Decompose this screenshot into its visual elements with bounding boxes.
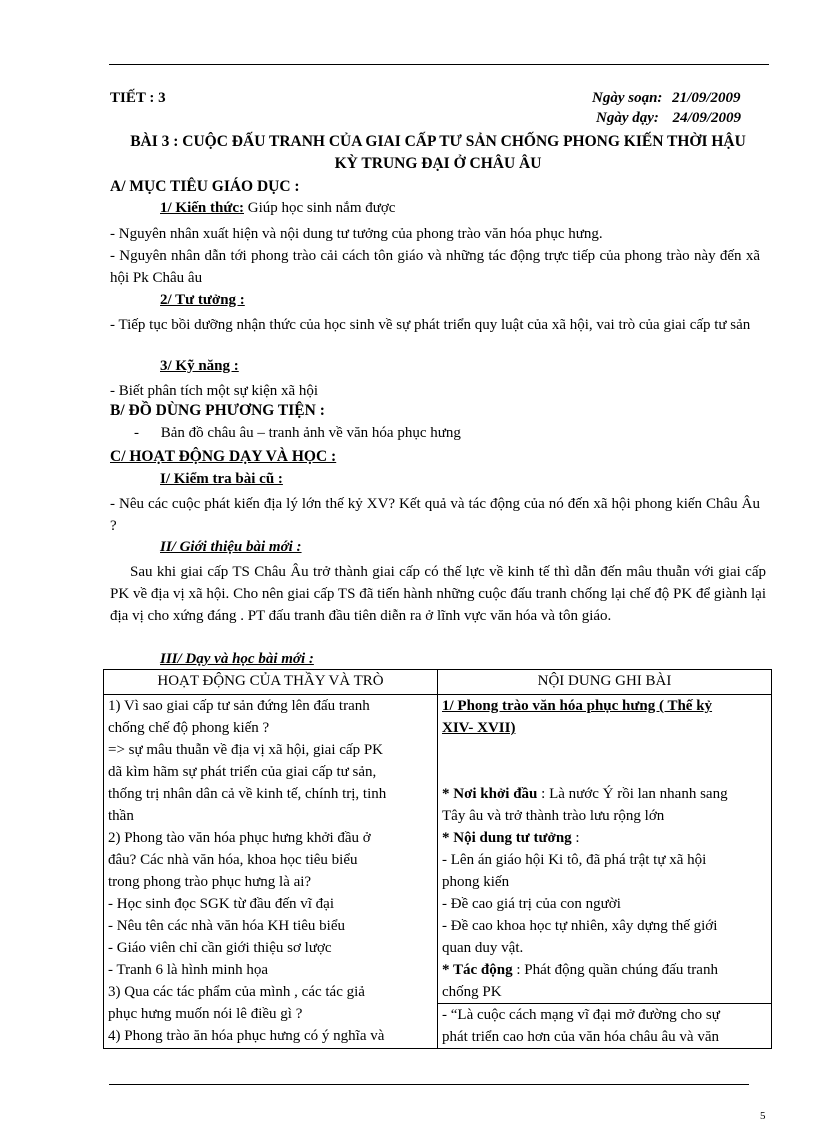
effect-line — [442, 959, 767, 981]
content-item: phong kiến — [442, 874, 510, 890]
origin-line-2: Tây âu và trở thành trào lưu rộng lớn — [442, 808, 665, 824]
left-line: - Học sinh đọc SGK từ đầu đến vĩ đại — [108, 896, 335, 912]
left-line: 1) Vì sao giai cấp tư sản đứng lên đấu tranh — [108, 698, 370, 714]
teach-date-value: 24/09/2009 — [672, 110, 741, 126]
left-line: đâu? Các nhà văn hóa, khoa học tiêu biểu — [108, 852, 358, 868]
footer-rule — [109, 1084, 749, 1085]
prep-date-label: Ngày soạn: — [592, 90, 663, 106]
prep-date-value: 21/09/2009 — [672, 90, 741, 106]
skills-item: - Biết phân tích một sự kiện xã hội — [110, 383, 319, 399]
bullet-dash: - — [134, 425, 139, 441]
right-section-title: 1/ Phong trào văn hóa phục hưng ( Thế kỷ — [442, 698, 713, 714]
header-rule — [109, 64, 769, 65]
intro-label: II/ Giới thiệu bài mới : — [160, 539, 302, 555]
new-lesson-label: III/ Dạy và học bài mới : — [160, 651, 314, 667]
section-a-heading: A/ MỤC TIÊU GIÁO DỤC : — [110, 178, 300, 195]
quote-line-2: phát triển cao hơn của văn hóa châu âu và văn — [442, 1029, 719, 1045]
left-line: 2) Phong tào văn hóa phục hưng khởi đầu ở — [108, 830, 371, 846]
left-line: 3) Qua các tác phẩm của mình , các tác giả — [108, 984, 365, 1000]
left-line: trong phong trào phục hưng là ai? — [108, 874, 312, 890]
knowledge-label: 1/ Kiến thức: — [160, 200, 244, 216]
knowledge-intro: Giúp học sinh nắm được — [244, 200, 396, 216]
left-line: chống chế độ phong kiến ? — [108, 720, 270, 736]
knowledge-item-1: - Nguyên nhân xuất hiện và nội dung tư tưởng của phong trào văn hóa phục hưng. — [110, 226, 603, 242]
content-colon: : — [571, 830, 580, 846]
left-line: - Giáo viên chỉ cần giới thiệu sơ lược — [108, 940, 332, 956]
intro-text: Sau khi giai cấp TS Châu Âu trở thành giai cấp có thế lực về kinh tế thì dẫn đến mâu thuẫn với giai cấp PK về địa vị xã hội. Cho nên giai cấp TS đã tiến hành những cuộc đấu tranh chống lại chế độ PK để giành lại địa vị cho xứng đáng . PT đấu tranh đầu tiên diễn ra ở lĩnh vực văn hóa và tôn giáo. — [110, 564, 766, 624]
right-cell — [438, 695, 772, 1049]
origin-line — [442, 783, 767, 805]
knowledge-row — [160, 200, 395, 217]
content-item: - Đề cao khoa học tự nhiên, xây dựng thế giới — [442, 918, 718, 934]
content-label: * Nội dung tư tưởng — [442, 830, 572, 846]
section-c-heading: C/ HOẠT ĐỘNG DẠY VÀ HỌC : — [110, 448, 337, 465]
left-line: phục hưng muốn nói lê điều gì ? — [108, 1006, 303, 1022]
spacer — [442, 739, 767, 783]
content-item: - Lên án giáo hội Ki tô, đã phá trật tự xã hội — [442, 852, 707, 868]
page-number: 5 — [760, 1110, 766, 1122]
left-line: => sự mâu thuẫn về địa vị xã hội, giai cấp PK — [108, 742, 383, 758]
lesson-title-line2: KỲ TRUNG ĐẠI Ở CHÂU ÂU — [334, 155, 542, 172]
table-row — [104, 695, 772, 1049]
right-section-title-2: XIV- XVII) — [442, 720, 516, 736]
teach-date-label: Ngày dạy: — [596, 110, 659, 126]
header-teacher-activity: HOẠT ĐỘNG CỦA THẦY VÀ TRÒ — [104, 670, 438, 695]
header-lesson-content: NỘI DUNG GHI BÀI — [438, 670, 772, 695]
origin-label: * Nơi khởi đầu — [442, 786, 538, 802]
lesson-table — [103, 669, 772, 1049]
left-line: thống trị nhân dân cả về kinh tế, chính trị, tinh — [108, 786, 387, 802]
ideology-item: - Tiếp tục bồi dưỡng nhận thức của học sinh về sự phát triển quy luật của xã hội, vai trò của giai cấp tư sản — [110, 317, 751, 333]
skills-label: 3/ Kỹ năng : — [160, 358, 239, 374]
section-b-item-text: Bản đồ châu âu – tranh ảnh về văn hóa phục hưng — [160, 425, 461, 441]
left-cell — [104, 695, 438, 1049]
teach-date — [596, 110, 741, 127]
section-b-heading: B/ ĐỒ DÙNG PHƯƠNG TIỆN : — [110, 402, 325, 419]
left-line: - Tranh 6 là hình minh họa — [108, 962, 268, 978]
content-item: quan duy vật. — [442, 940, 524, 956]
check-label: I/ Kiểm tra bài cũ : — [160, 471, 283, 487]
effect-text: : Phát động quần chúng đấu tranh — [512, 962, 718, 978]
left-line: - Nêu tên các nhà văn hóa KH tiêu biểu — [108, 918, 345, 934]
effect-label: * Tác động — [442, 962, 513, 978]
lesson-title-line1: BÀI 3 : CUỘC ĐẤU TRANH CỦA GIAI CẤP TƯ SẢN CHỐNG PHONG KIẾN THỜI HẬU — [130, 133, 746, 150]
left-line: dã kìm hãm sự phát triển của giai cấp tư sản, — [108, 764, 377, 780]
prep-date — [592, 90, 741, 107]
knowledge-item-2: - Nguyên nhân dẫn tới phong trào cải cách tôn giáo và những tác động trực tiếp của phong trào này đến xã hội Pk Châu âu — [110, 248, 760, 286]
lesson-number: TIẾT : 3 — [110, 90, 166, 106]
content-heading — [442, 827, 767, 849]
left-line: 4) Phong trào ăn hóa phục hưng có ý nghĩa và — [108, 1028, 385, 1044]
quote-line: - “Là cuộc cách mạng vĩ đại mở đường cho sự — [438, 1003, 771, 1026]
section-b-item — [134, 425, 461, 442]
origin-text: : Là nước Ý rồi lan nhanh sang — [537, 786, 728, 802]
ideology-label: 2/ Tư tưởng : — [160, 292, 245, 308]
effect-line-2: chống PK — [442, 984, 502, 1000]
table-header-row — [104, 670, 772, 695]
check-item: - Nêu các cuộc phát kiến địa lý lớn thế kỷ XV? Kết quả và tác động của nó đến xã hội phong kiến Châu Âu ? — [110, 496, 760, 534]
left-line: thần — [108, 808, 134, 824]
content-item: - Đề cao giá trị của con người — [442, 896, 621, 912]
